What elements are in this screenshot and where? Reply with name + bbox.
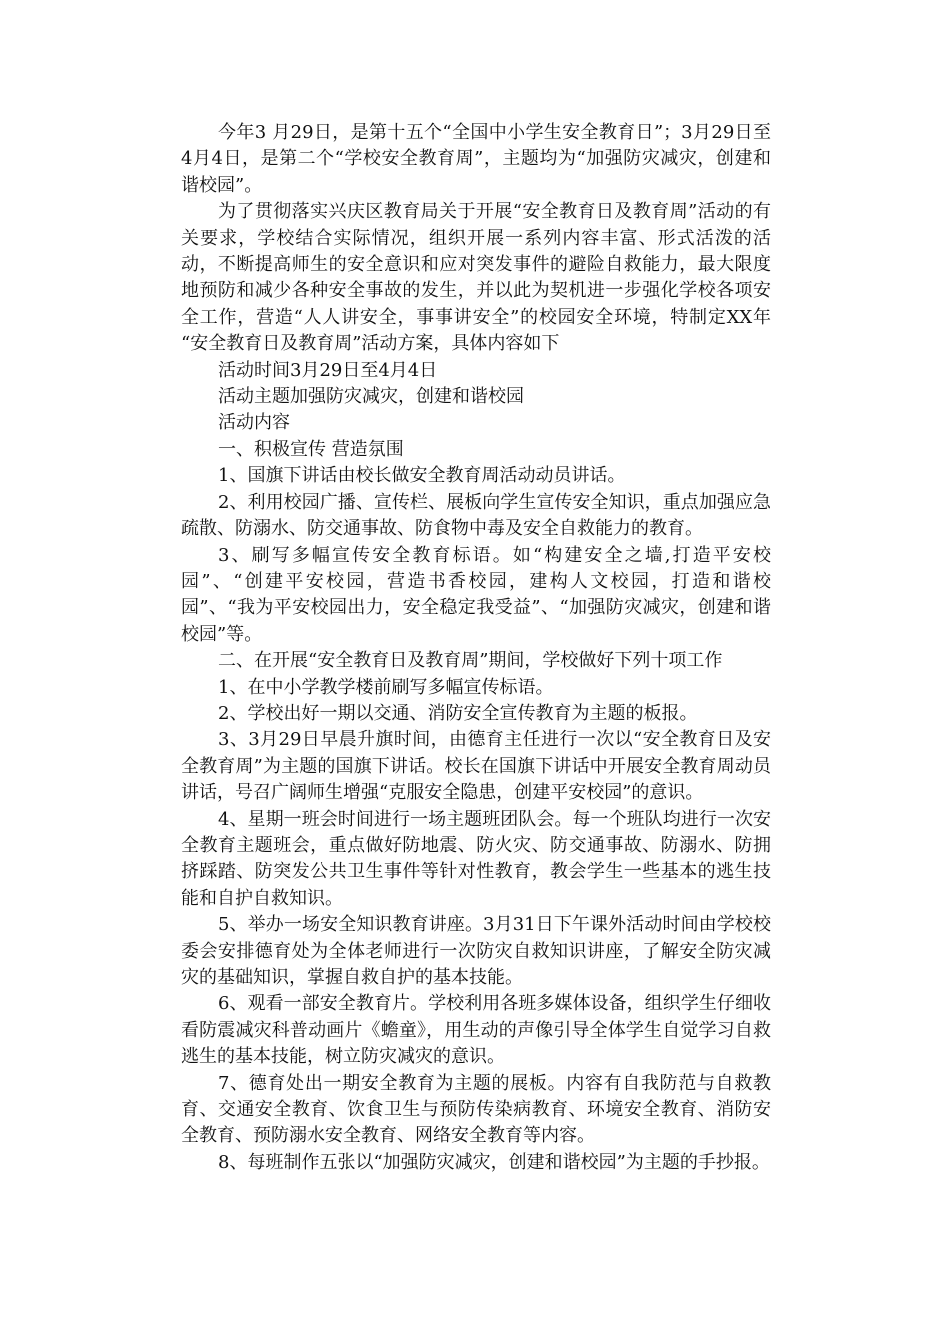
activity-time: 活动时间3月29日至4月4日 — [218, 359, 438, 381]
section-heading-2: 二、在开展“安全教育日及教育周”期间，学校做好下列十项工作 — [218, 650, 723, 672]
list-item: 2、利用校园广播、宣传栏、展板向学生宣传安全知识，重点加强应急疏散、防溺水、防交通事故、防食物中毒及安全自救能力的教育。 — [181, 491, 771, 540]
activity-content-heading: 活动内容 — [218, 412, 290, 434]
section-heading-1: 一、积极宣传 营造氛围 — [218, 438, 404, 460]
list-item: 6、观看一部安全教育片。学校利用各班多媒体设备，组织学生仔细收看防震减灾科普动画片《蟾童》，用生动的声像引导全体学生自觉学习自救逃生的基本技能，树立防灾减灾的意识。 — [181, 993, 771, 1068]
list-item: 7、德育处出一期安全教育为主题的展板。内容有自我防范与自救教育、交通安全教育、饮食卫生与预防传染病教育、环境安全教育、消防安全教育、预防溺水安全教育、网络安全教育等内容。 — [181, 1072, 771, 1147]
paragraph-intro: 今年3 月29日，是第十五个“全国中小学生安全教育日”；3月29日至4月4日，是第二个“学校安全教育周”，主题均为“加强防灾减灾，创建和谐校园”。 — [181, 122, 771, 196]
list-item: 1、国旗下讲话由校长做安全教育周活动动员讲话。 — [218, 465, 626, 487]
list-item: 3、刷写多幅宣传安全教育标语。如“构建安全之墙,打造平安校园”、“创建平安校园，营造书香校园，建构人文校园，打造和谐校园”、“我为平安校园出力，安全稳定我受益”、“加强防灾减灾，创建和谐校园”等。 — [181, 544, 771, 645]
activity-theme: 活动主题加强防灾减灾，创建和谐校园 — [218, 386, 524, 408]
list-item: 1、在中小学教学楼前刷写多幅宣传标语。 — [218, 676, 554, 698]
list-item: 8、每班制作五张以“加强防灾减灾，创建和谐校园”为主题的手抄报。 — [218, 1151, 770, 1173]
list-item: 4、星期一班会时间进行一场主题班团队会。每一个班队均进行一次安全教育主题班会，重点做好防地震、防火灾、防交通事故、防溺水、防拥挤踩踏、防突发公共卫生事件等针对性教育，教会学生一些基本的逃生技能和自护自救知识。 — [181, 808, 771, 909]
paragraph-purpose: 为了贯彻落实兴庆区教育局关于开展“安全教育日及教育周”活动的有关要求，学校结合实际情况，组织开展一系列内容丰富、形式活泼的活动，不断提高师生的安全意识和应对突发事件的避险自救能力，最大限度地预防和减少各种安全事故的发生，并以此为契机进一步强化学校各项安全工作，营造“人人讲安全，事事讲安全”的校园安全环境，特制定XX年 “安全教育日及教育周”活动方案，具体内容如下 — [181, 201, 771, 355]
list-item: 3、3月29日早晨升旗时间，由德育主任进行一次以“安全教育日及安全教育周”为主题的国旗下讲话。校长在国旗下讲话中开展安全教育周动员讲话，号召广阔师生增强“克服安全隐患，创建平安校园”的意识。 — [181, 729, 771, 804]
list-item: 2、学校出好一期以交通、消防安全宣传教育为主题的板报。 — [218, 702, 698, 724]
list-item: 5、举办一场安全知识教育讲座。3月31日下午课外活动时间由学校校委会安排德育处为全体老师进行一次防灾自救知识讲座，了解安全防灾减灾的基础知识，掌握自救自护的基本技能。 — [181, 914, 771, 988]
document-body — [181, 120, 771, 1176]
